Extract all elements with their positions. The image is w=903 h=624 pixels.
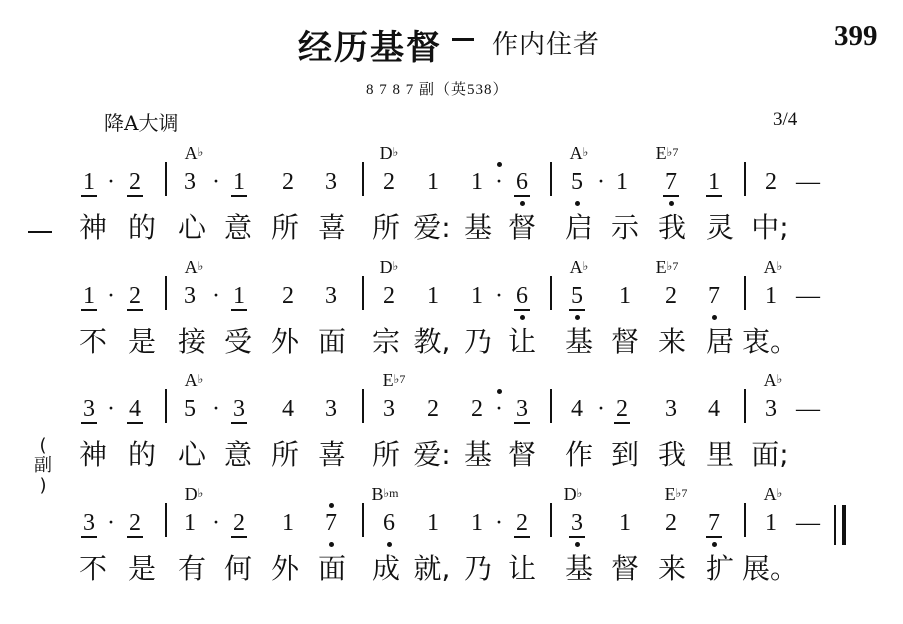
note: 3 [765,396,777,422]
bar-line [165,503,167,537]
chord-symbol: D♭ [379,257,399,277]
eighth-underline [231,422,247,424]
duration-dot: · [495,283,503,309]
eighth-underline [81,195,97,197]
lyric-syllable: 到 [610,438,640,471]
eighth-underline [514,422,530,424]
octave-dot-above [329,503,334,508]
bar-line [165,389,167,423]
note: 4 [129,396,141,422]
note: 2 [665,283,677,309]
octave-dot-below [575,542,580,547]
lyric-syllable: 让 [507,325,537,358]
lyric-syllable: 来 [657,552,687,585]
octave-dot-below [520,201,525,206]
eighth-underline [231,309,247,311]
duration-dot: · [495,169,503,195]
chord-symbol: A♭ [763,370,783,390]
lyric-syllable: 督 [507,211,537,244]
octave-dot-above [497,162,502,167]
chord-symbol: $E^{♭7}$ [655,143,679,163]
lyric-syllable: 督 [610,325,640,358]
chord-symbol: $E^{♭7}$ [664,484,688,504]
duration-dot: · [495,510,503,536]
note: 7 [325,510,337,536]
lyric-syllable: 所 [371,438,401,471]
hold-dash: — [796,510,820,536]
chorus-marker-label: 副 [34,454,52,476]
note: 1 [427,283,439,309]
note: 1 [765,510,777,536]
duration-dot: · [107,169,115,195]
lyric-syllable: 成 [371,552,401,585]
lyric-syllable: 来 [657,325,687,358]
bar-line [550,162,552,196]
lyric-syllable: 乃 [463,552,493,585]
lyric-syllable: 示 [610,211,640,244]
eighth-underline [514,195,530,197]
lyric-syllable: 面 [317,325,347,358]
lyric-syllable: 所 [371,211,401,244]
note: 2 [616,396,628,422]
bar-line [165,162,167,196]
note: 3 [233,396,245,422]
note: 1 [427,169,439,195]
lyric-syllable: 有 [177,552,207,585]
note: 2 [383,283,395,309]
lyric-syllable: 作 [564,438,594,471]
note: 2 [233,510,245,536]
bar-line [744,276,746,310]
eighth-underline [127,536,143,538]
note: 2 [383,169,395,195]
bar-line [550,276,552,310]
bar-line [362,389,364,423]
lyric-syllable: 中; [751,211,789,244]
lyric-syllable: 乃 [463,325,493,358]
octave-dot-below [329,542,334,547]
lyric-syllable: 外 [270,325,300,358]
octave-dot-below [669,201,674,206]
chord-symbol: A♭ [763,257,783,277]
duration-dot: · [212,169,220,195]
octave-dot-below [575,201,580,206]
eighth-underline [81,309,97,311]
note: 4 [282,396,294,422]
title-dash [452,38,474,41]
note: 7 [708,510,720,536]
chorus-marker: ( 副 ) [34,435,52,496]
note: 2 [427,396,439,422]
key-signature: 降A大调 [104,111,179,135]
bar-line [744,503,746,537]
note: 7 [708,283,720,309]
note: 1 [282,510,294,536]
chord-symbol: A♭ [763,484,783,504]
chord-symbol: A♭ [569,143,589,163]
lyric-syllable: 的 [127,438,157,471]
lyric-syllable: 启 [564,211,594,244]
final-bar-thin [834,505,836,545]
note: 2 [516,510,528,536]
time-signature: 3/4 [773,109,798,130]
lyric-syllable: 是 [127,552,157,585]
note: 6 [516,169,528,195]
lyric-syllable: 外 [270,552,300,585]
note: 3 [516,396,528,422]
bar-line [362,503,364,537]
note: 4 [708,396,720,422]
note: 1 [184,510,196,536]
note: 3 [184,169,196,195]
eighth-underline [127,309,143,311]
note: 1 [83,169,95,195]
lyric-syllable: 喜 [317,438,347,471]
final-bar-thick [842,505,846,545]
duration-dot: · [212,283,220,309]
lyric-syllable: 爱: [413,211,451,244]
note: 1 [619,510,631,536]
hymn-number: 399 [834,20,878,52]
chord-symbol: A♭ [569,257,589,277]
lyric-syllable: 神 [78,438,108,471]
chord-symbol: $E^{♭7}$ [382,370,406,390]
note: 2 [129,169,141,195]
lyric-syllable: 面 [317,552,347,585]
note: 1 [83,283,95,309]
duration-dot: · [495,396,503,422]
lyric-syllable: 不 [78,325,108,358]
note: 6 [516,283,528,309]
bar-line [550,389,552,423]
eighth-underline [614,422,630,424]
lyric-syllable: 扩 [705,552,735,585]
hold-dash: — [796,169,820,195]
note: 2 [665,510,677,536]
note: 1 [471,283,483,309]
bar-line [744,389,746,423]
note: 1 [765,283,777,309]
note: 1 [708,169,720,195]
chord-symbol: $E^{♭7}$ [655,257,679,277]
lyric-syllable: 不 [78,552,108,585]
octave-dot-below [712,315,717,320]
lyric-syllable: 意 [223,438,253,471]
eighth-underline [81,422,97,424]
note: 3 [83,510,95,536]
lyric-syllable: 何 [223,552,253,585]
duration-dot: · [212,396,220,422]
chord-symbol: D♭ [379,143,399,163]
note: 3 [325,283,337,309]
octave-dot-below [575,315,580,320]
lyric-syllable: 衷。 [741,325,799,358]
lyric-syllable: 接 [177,325,207,358]
verse-number-one [28,231,52,233]
lyric-syllable: 我 [657,438,687,471]
eighth-underline [231,195,247,197]
chord-symbol: D♭ [563,484,583,504]
eighth-underline [663,195,679,197]
lyric-syllable: 是 [127,325,157,358]
bar-line [550,503,552,537]
lyric-syllable: 灵 [705,211,735,244]
duration-dot: · [212,510,220,536]
lyric-syllable: 里 [705,438,735,471]
note: 3 [571,510,583,536]
lyric-syllable: 展。 [741,552,799,585]
eighth-underline [706,536,722,538]
duration-dot: · [107,283,115,309]
lyric-syllable: 宗 [371,325,401,358]
lyric-syllable: 面; [751,438,789,471]
lyric-syllable: 意 [223,211,253,244]
lyric-syllable: 爱: [413,438,451,471]
lyric-syllable: 就, [413,552,451,585]
note: 1 [471,169,483,195]
note: 2 [282,169,294,195]
note: 2 [765,169,777,195]
lyric-syllable: 所 [270,438,300,471]
chord-symbol: $B^{♭m}$ [371,484,399,504]
note: 1 [233,169,245,195]
hold-dash: — [796,396,820,422]
note: 1 [619,283,631,309]
eighth-underline [81,536,97,538]
note: 3 [184,283,196,309]
eighth-underline [706,195,722,197]
note: 5 [184,396,196,422]
lyric-syllable: 受 [223,325,253,358]
octave-dot-below [520,315,525,320]
note: 3 [383,396,395,422]
hold-dash: — [796,283,820,309]
note: 6 [383,510,395,536]
note: 3 [83,396,95,422]
lyric-syllable: 神 [78,211,108,244]
lyric-syllable: 让 [507,552,537,585]
lyric-syllable: 我 [657,211,687,244]
eighth-underline [569,536,585,538]
lyric-syllable: 喜 [317,211,347,244]
bar-line [165,276,167,310]
hymn-subtitle: 作内住者 [492,30,601,60]
eighth-underline [514,536,530,538]
note: 1 [616,169,628,195]
bar-line [744,162,746,196]
octave-dot-below [387,542,392,547]
lyric-syllable: 基 [564,325,594,358]
note: 1 [233,283,245,309]
note: 2 [129,283,141,309]
note: 7 [665,169,677,195]
note: 5 [571,283,583,309]
note: 3 [325,396,337,422]
lyric-syllable: 心 [177,211,207,244]
eighth-underline [569,309,585,311]
note: 1 [427,510,439,536]
lyric-syllable: 督 [610,552,640,585]
eighth-underline [514,309,530,311]
note: 4 [571,396,583,422]
lyric-syllable: 基 [463,438,493,471]
eighth-underline [231,536,247,538]
note: 3 [325,169,337,195]
bar-line [362,276,364,310]
duration-dot: · [107,396,115,422]
lyric-syllable: 居 [705,325,735,358]
octave-dot-above [497,389,502,394]
chord-symbol: A♭ [184,143,204,163]
chord-symbol: A♭ [184,257,204,277]
note: 3 [665,396,677,422]
eighth-underline [127,422,143,424]
octave-dot-below [712,542,717,547]
lyric-syllable: 基 [463,211,493,244]
hymn-title: 经历基督 [298,28,442,68]
duration-dot: · [597,169,605,195]
note: 2 [129,510,141,536]
lyric-syllable: 的 [127,211,157,244]
chord-symbol: A♭ [184,370,204,390]
note: 5 [571,169,583,195]
duration-dot: · [597,396,605,422]
lyric-syllable: 督 [507,438,537,471]
duration-dot: · [107,510,115,536]
lyric-syllable: 所 [270,211,300,244]
eighth-underline [127,195,143,197]
lyric-syllable: 基 [564,552,594,585]
note: 2 [282,283,294,309]
chord-symbol: D♭ [184,484,204,504]
bar-line [362,162,364,196]
note: 1 [471,510,483,536]
lyric-syllable: 心 [177,438,207,471]
note: 2 [471,396,483,422]
meter-info: 8 7 8 7 副（英538） [366,82,509,98]
lyric-syllable: 教, [413,325,451,358]
